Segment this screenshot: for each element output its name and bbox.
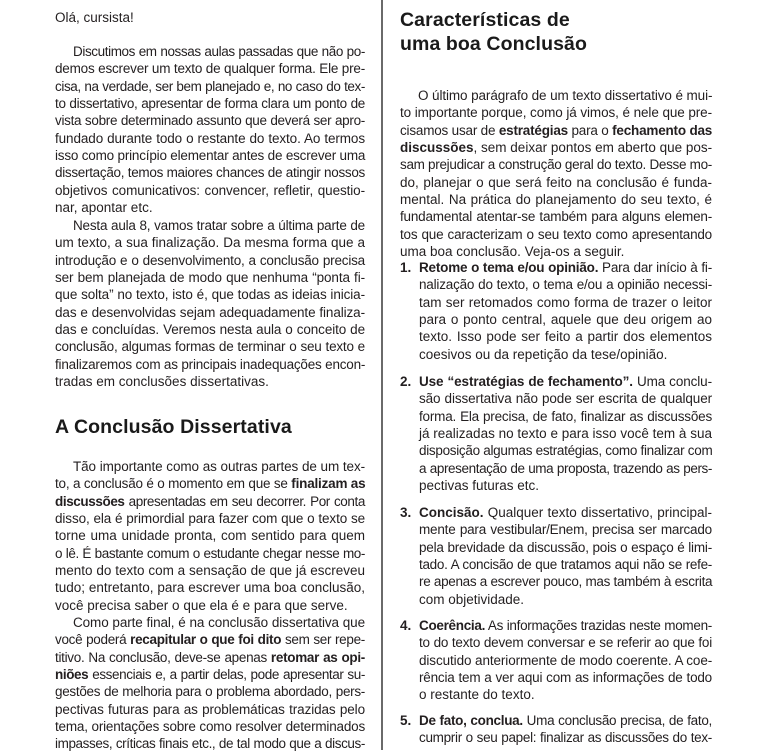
text-line: a apresentação de uma proposta, trazendo as pers- xyxy=(419,460,712,476)
text-line: De fato, conclua. Uma conclusão precisa, de fato, xyxy=(419,713,712,728)
paragraph-conclusao-1 xyxy=(55,458,365,614)
bold-text: Use “estratégias de fechamento”. xyxy=(419,374,633,389)
text-line: forma. Ela precisa, de fato, finalizar as discussões xyxy=(419,408,712,424)
text-line: titivo. Na conclusão, deve-se apenas retomar as opi- xyxy=(55,649,366,665)
text-line: cisa, na verdade, ser bem planejado e, no caso do tex- xyxy=(55,78,365,94)
text-line: rência tem a ver aqui com as informações de todo xyxy=(419,670,712,686)
greeting xyxy=(55,9,365,26)
list-item-estrategias xyxy=(419,373,712,494)
text-line: das e concluídas. Veremos nesta aula o conceito de xyxy=(55,322,365,338)
bold-text: finalizam as xyxy=(291,476,366,492)
text-line: fundamental atentar-se também para alguns elemen- xyxy=(400,209,712,225)
text-line: impasses, críticas finais etc., de tal modo que a discus- xyxy=(55,736,365,752)
list-item-coerencia xyxy=(419,617,712,704)
text-line: pectivas futuras etc. xyxy=(419,478,540,494)
bold-text: Retome o tema e/ou opinião. xyxy=(419,260,599,275)
text-line: Olá, cursista! xyxy=(55,10,134,25)
text-line: gestões de melhoria para o problema abordado, pers- xyxy=(55,684,365,700)
text-line: niões essenciais e, a partir delas, pode apresentar su- xyxy=(55,667,365,683)
text-line: fundado durante todo o restante do texto. Ao termos xyxy=(55,130,365,146)
bold-text: De fato, conclua. xyxy=(419,713,523,728)
bold-text: Concisão. xyxy=(419,505,484,520)
text-line: cisamos usar de estratégias para o fechamento das xyxy=(400,122,713,138)
text-line: Nesta aula 8, vamos tratar sobre a última parte de xyxy=(73,218,365,233)
text-line: do, planejar o que será feito na conclusão é funda- xyxy=(400,174,712,190)
bold-text: recapitular o que foi dito xyxy=(130,632,282,648)
text-line: introdução e o desenvolvimento, a conclusão precisa xyxy=(55,252,365,268)
text-line: texto. Isso pode ser feito a partir dos elementos xyxy=(419,329,712,345)
text-line: discutido anteriormente de modo coerente. A coe- xyxy=(419,652,713,668)
text-line: pela brevidade da discussão, pois o espaço é limi- xyxy=(419,539,712,555)
text-line: você poderá recapitular o que foi dito sem ser repe- xyxy=(55,632,365,648)
text-line: que solta” no texto, isto é, que todas as ideias inicia- xyxy=(55,287,365,303)
text-line: to, a conclusão é o momento em que se finalizam as xyxy=(55,476,366,492)
paragraph-conclusao-2 xyxy=(55,614,365,753)
text-line: você precisa saber o que ela é e para que serve. xyxy=(55,597,348,613)
text-line: coesivos ou da repetição da tese/opinião. xyxy=(419,346,668,362)
list-item-concisao xyxy=(419,504,712,608)
text-line: demos escrever um texto de qualquer forma. Ele pre- xyxy=(55,61,365,77)
text-line: sam prejudicar a construção geral do texto. Desse mo- xyxy=(400,157,713,173)
list-item-conclua xyxy=(419,712,712,747)
list-number: 1. xyxy=(400,260,412,275)
section-heading-conclusao-dissertativa: A Conclusão Dissertativa xyxy=(55,416,292,438)
text-line: mente para vestibular/Enem, precisa ser marcado xyxy=(419,522,712,538)
heading-line: uma boa Conclusão xyxy=(400,33,587,55)
text-line: Coerência. As informações trazidas neste momen- xyxy=(419,618,712,633)
list-number: 2. xyxy=(400,374,412,389)
text-line: ser bem planejada de modo que nenhuma “ponta fi- xyxy=(55,270,365,286)
bold-text: discussões xyxy=(400,140,474,156)
list-number: 5. xyxy=(400,713,412,728)
text-line: discussões, sem deixar pontos em aberto que pos- xyxy=(400,140,713,156)
bold-text: Coerência. xyxy=(419,618,486,633)
list-number: 3. xyxy=(400,505,412,520)
text-line: uma boa conclusão. Veja-os a seguir. xyxy=(400,244,625,260)
text-line: isso como princípio elementar antes de escrever uma xyxy=(55,148,366,164)
text-line: discussões apresentadas em seu decorrer. Por conta xyxy=(55,493,365,509)
text-line: já realizadas no texto e para isso você tem à sua xyxy=(419,426,712,442)
paragraph-intro-2 xyxy=(55,217,365,390)
paragraph-intro-1 xyxy=(55,43,365,216)
text-line: Use “estratégias de fechamento”. Uma conclu- xyxy=(419,374,712,389)
text-line: o restante do texto. xyxy=(419,687,535,703)
text-line: to dissertativo, apresentar de forma clara um ponto de xyxy=(55,96,365,112)
paragraph-caracteristicas xyxy=(400,87,712,260)
text-line: to do texto devem conversar e se referir ao que foi xyxy=(419,635,712,651)
text-line: para o ponto central, aquele que deu origem ao xyxy=(419,312,712,328)
text-line: Concisão. Qualquer texto dissertativo, principal- xyxy=(419,505,712,520)
list-number: 4. xyxy=(400,618,412,633)
text-line: o lê. É bastante comum o estudante chegar nesse mo- xyxy=(55,545,365,561)
text-line: tam ser retomados como forma de trazer o leitor xyxy=(419,294,712,310)
text-line: torne uma unidade pronta, com sentido para quem xyxy=(55,528,365,544)
text-line: Tão importante como as outras partes de um tex- xyxy=(73,459,365,474)
text-line: tado. A concisão de que tratamos aqui não se refe- xyxy=(419,557,712,573)
text-line: tudo; entretanto, para escrever uma boa conclusão, xyxy=(55,580,365,596)
text-line: vista sobre determinado assunto que deverá ser apro- xyxy=(55,113,365,129)
bold-text: retomar as opi- xyxy=(270,649,366,665)
text-line: nar, apontar etc. xyxy=(55,200,153,216)
heading-line: Características de xyxy=(400,9,570,31)
text-line: pectivas futuras para as problemáticas trazidas pelo xyxy=(55,701,365,717)
text-line: dissertação, temos maiores chances de atingir nossos xyxy=(55,165,365,181)
text-line: nalização do texto, o tema e/ou a opinião necessi- xyxy=(419,277,712,293)
text-line: finalizaremos com as principais inadequações encon- xyxy=(55,356,366,372)
text-line: tos que caracterizam o seu texto como apresentando xyxy=(400,226,712,242)
text-line: Retome o tema e/ou opinião. Para dar início à fi- xyxy=(419,260,712,275)
text-line: com objetividade. xyxy=(419,591,525,607)
text-line: disposição algumas estratégias, como finalizar com xyxy=(419,443,713,459)
text-line: das e desenvolvidas sejam adequadamente finaliza- xyxy=(55,304,365,320)
bold-text: estratégias xyxy=(498,122,568,138)
text-line: conclusão, algumas formas de terminar o seu texto e xyxy=(55,339,365,355)
text-line: mento do texto com a sensação de que já escreveu xyxy=(55,563,365,579)
text-line: mental. Na prática do planejamento do seu texto, é xyxy=(400,192,712,208)
text-line: re apenas a escrever pouco, mas também à escrita xyxy=(419,574,713,590)
text-line: tema, orientações sobre como resolver determinados xyxy=(55,719,365,735)
text-line: to importante porque, como já vimos, é nele que pre- xyxy=(400,105,712,121)
text-line: Como parte final, é na conclusão dissertativa que xyxy=(73,615,365,630)
section-heading-caracteristicas xyxy=(400,8,587,56)
text-line: são dissertativa não pode ser escrita de qualquer xyxy=(419,391,712,407)
text-line: tradas em conclusões dissertativas. xyxy=(55,374,269,390)
list-item-retome xyxy=(419,259,712,363)
column-divider xyxy=(381,0,383,750)
text-line: um texto, a sua finalização. Da mesma forma que a xyxy=(55,235,365,251)
text-line: disso, ela é primordial para fazer com que o texto se xyxy=(55,511,365,527)
bold-text: fechamento das xyxy=(612,122,713,138)
bold-text: niões xyxy=(55,667,89,683)
text-line: O último parágrafo de um texto dissertativo é mui- xyxy=(418,88,713,103)
text-line: objetivos comunicativos: convencer, refletir, questio- xyxy=(55,182,365,198)
text-line: cumprir o seu papel: finalizar as discussões do tex- xyxy=(419,730,712,746)
bold-text: discussões xyxy=(55,493,125,509)
text-line: Discutimos em nossas aulas passadas que não po- xyxy=(73,44,365,59)
